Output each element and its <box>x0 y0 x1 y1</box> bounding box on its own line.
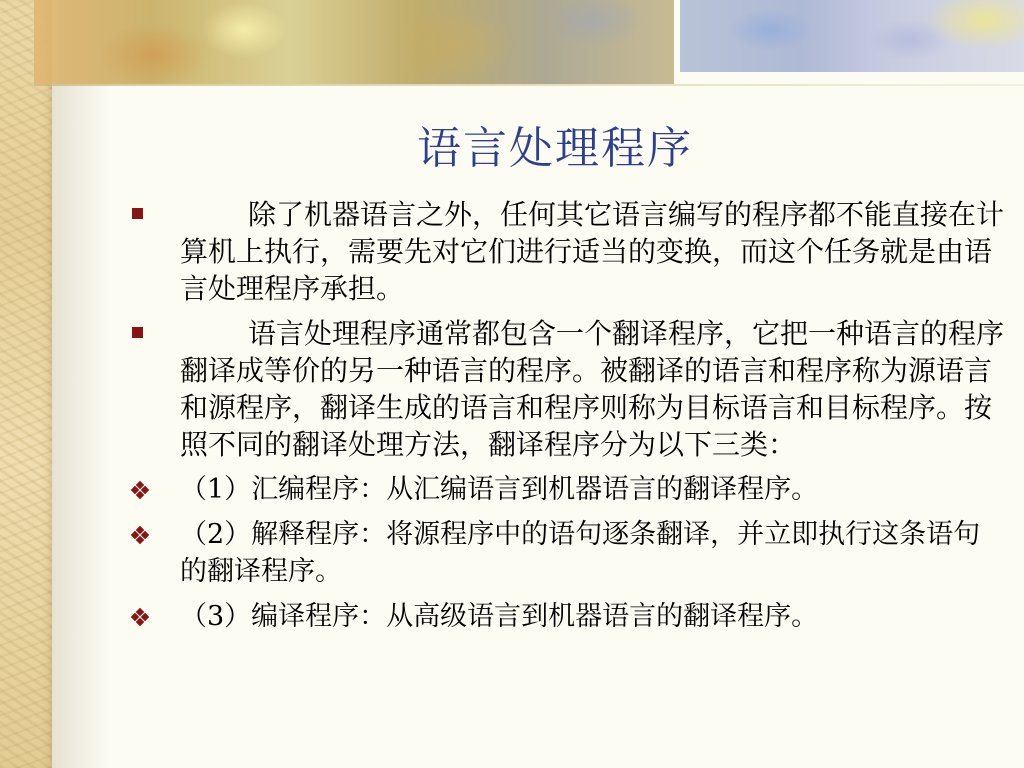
bullet-text: （3）编译程序：从高级语言到机器语言的翻译程序。 <box>180 601 819 632</box>
sub-bullet-item <box>126 598 1006 635</box>
bullet-text: 语言处理程序通常都包含一个翻译程序，它把一种语言的程序翻译成等价的另一种语言的程序。被翻译的语言和程序称为源语言和源程序，翻译生成的语言和程序则称为目标语言和目标程序。按照不同的翻译处理方法，翻译程序分为以下三类： <box>180 317 1005 461</box>
diamond-bullet-icon <box>132 527 148 543</box>
bullet-item <box>126 196 1006 307</box>
banner-glow <box>884 0 1024 72</box>
slide-title: 语言处理程序 <box>417 123 693 174</box>
banner-divider <box>34 84 1024 86</box>
diamond-bullet-icon <box>132 482 148 498</box>
bullet-item <box>126 315 1006 463</box>
sub-bullet-item <box>126 471 1006 508</box>
bullet-text: （2）解释程序：将源程序中的语句逐条翻译，并立即执行这条语句的翻译程序。 <box>180 519 981 587</box>
sub-bullet-item <box>126 516 1006 590</box>
decorative-banner <box>34 0 674 84</box>
diamond-bullet-icon <box>132 609 148 625</box>
square-bullet-icon <box>132 327 143 338</box>
slide-content <box>126 196 1006 643</box>
square-bullet-icon <box>132 208 143 219</box>
bullet-text: （1）汇编程序：从汇编语言到机器语言的翻译程序。 <box>180 474 819 505</box>
bullet-text: 除了机器语言之外，任何其它语言编写的程序都不能直接在计算机上执行，需要先对它们进行适当的变换，而这个任务就是由语言处理程序承担。 <box>180 198 1005 305</box>
decorative-banner-right <box>680 0 1024 72</box>
